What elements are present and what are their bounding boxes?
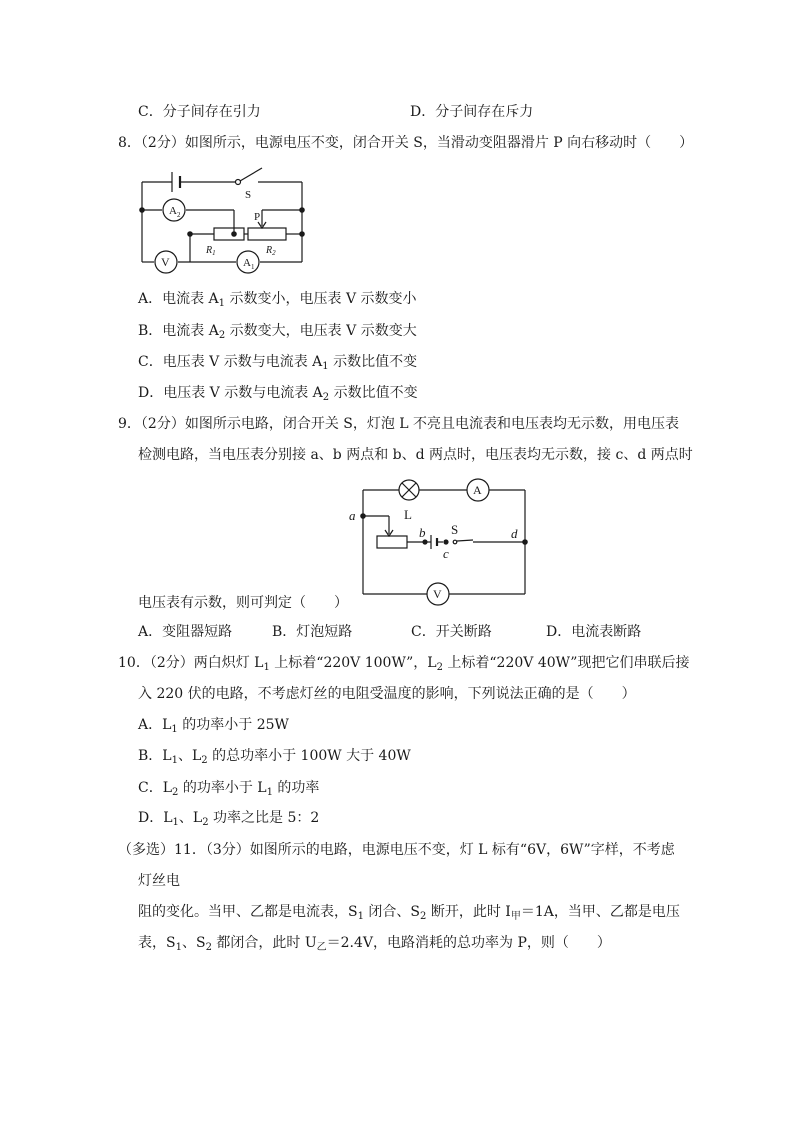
q10-option-a: A．$L_1$ 的功率小于 25W <box>138 717 289 735</box>
q9-stem-line3: 电压表有示数，则可判定（ ） <box>138 595 348 611</box>
q9-option-c: C．开关断路 <box>411 624 492 640</box>
q8-label-r1: $R_1$ <box>206 245 216 257</box>
q8-resistor-r2 <box>248 228 286 240</box>
q9-label-l: L <box>404 507 412 522</box>
q9-stem-line2: 检测电路，当电压表分别接 a、b 两点和 b、d 两点时，电压表均无示数，接 c、d 两点时 <box>138 447 693 463</box>
q8-label-v: V <box>161 255 170 269</box>
q8-stem: 8．（2分）如图所示，电源电压不变，闭合开关 S，当滑动变阻器滑片 P 向右移动时（ ） <box>118 135 694 151</box>
q10-option-c: C．$L_2$ 的功率小于 $L_1$ 的功率 <box>138 780 320 798</box>
q8-label-a1: $A_1$ <box>243 257 255 271</box>
q11-stem-line4: 表，$S_1$、$S_2$ 都闭合，此时 $U_乙=2.4V$，电路消耗的总功率为 P，则（ ） <box>138 935 611 953</box>
q8-resistor-r1 <box>214 228 244 240</box>
q7-option-d: D．分子间存在斥力 <box>410 104 534 120</box>
q9-label-v: V <box>433 587 442 601</box>
q8-option-a: A．电流表 $A_1$ 示数变小，电压表 V 示数变小 <box>138 291 417 309</box>
q8-option-b: B．电流表 $A_2$ 示数变大，电压表 V 示数变大 <box>138 323 417 341</box>
q10-stem-line2: 入 220 伏的电路，不考虑灯丝的电阻受温度的影响，下列说法正确的是（ ） <box>138 686 636 702</box>
q8-label-s: S <box>245 189 252 201</box>
q10-option-b: B．$L_1$、$L_2$ 的总功率小于 100W 大于 40W <box>138 748 411 766</box>
q9-label-a: A <box>473 483 482 497</box>
q8-label-a2: $A_2$ <box>169 205 181 219</box>
q8-label-p: P <box>254 211 261 223</box>
q9-label-a-point: a <box>349 508 356 523</box>
q9-option-b: B．灯泡短路 <box>272 624 353 640</box>
q8-switch-blade <box>240 168 262 181</box>
q9-label-s: S <box>451 522 459 537</box>
q10-option-d: D．$L_1$、$L_2$ 功率之比是 5：2 <box>138 810 320 828</box>
q8-option-d: D．电压表 V 示数与电流表 $A_2$ 示数比值不变 <box>138 385 418 403</box>
q9-label-c-point: c <box>443 546 449 561</box>
q11-stem-line2: 灯丝电 <box>138 873 180 889</box>
q9-label-d-point: d <box>511 526 518 541</box>
q11-stem-line1: （多选）11．（3分）如图所示的电路，电源电压不变，灯 L 标有“6V，6W”字样，不考虑 <box>118 842 675 858</box>
q9-rheostat <box>377 536 407 548</box>
q11-stem-line3: 阻的变化。当甲、乙都是电流表，$S_1$ 闭合、$S_2$ 断开，此时 $I_甲=1A$，当甲、乙都是电压 <box>138 904 680 922</box>
q8-switch-pivot <box>236 180 241 185</box>
q9-option-d: D．电流表断路 <box>546 624 642 640</box>
q8-label-r2: $R_2$ <box>266 245 276 257</box>
q9-circuit-diagram <box>345 476 535 611</box>
q9-option-a: A．变阻器短路 <box>138 624 233 640</box>
q9-label-b-point: b <box>419 525 426 540</box>
q9-stem-line1: 9．（2分）如图所示电路，闭合开关 S，灯泡 L 不亮且电流表和电压表均无示数，用电压表 <box>118 416 680 432</box>
q8-option-c: C．电压表 V 示数与电流表 $A_1$ 示数比值不变 <box>138 354 418 372</box>
q9-switch-blade <box>457 540 473 541</box>
q8-circuit-diagram <box>130 162 315 280</box>
q10-stem-line1: 10．（2分）两白炽灯 $L_1$ 上标着“220V 100W”，$L_2$ 上标着“220V 40W”现把它们串联后接 <box>118 655 690 673</box>
q7-option-c: C．分子间存在引力 <box>138 104 261 120</box>
